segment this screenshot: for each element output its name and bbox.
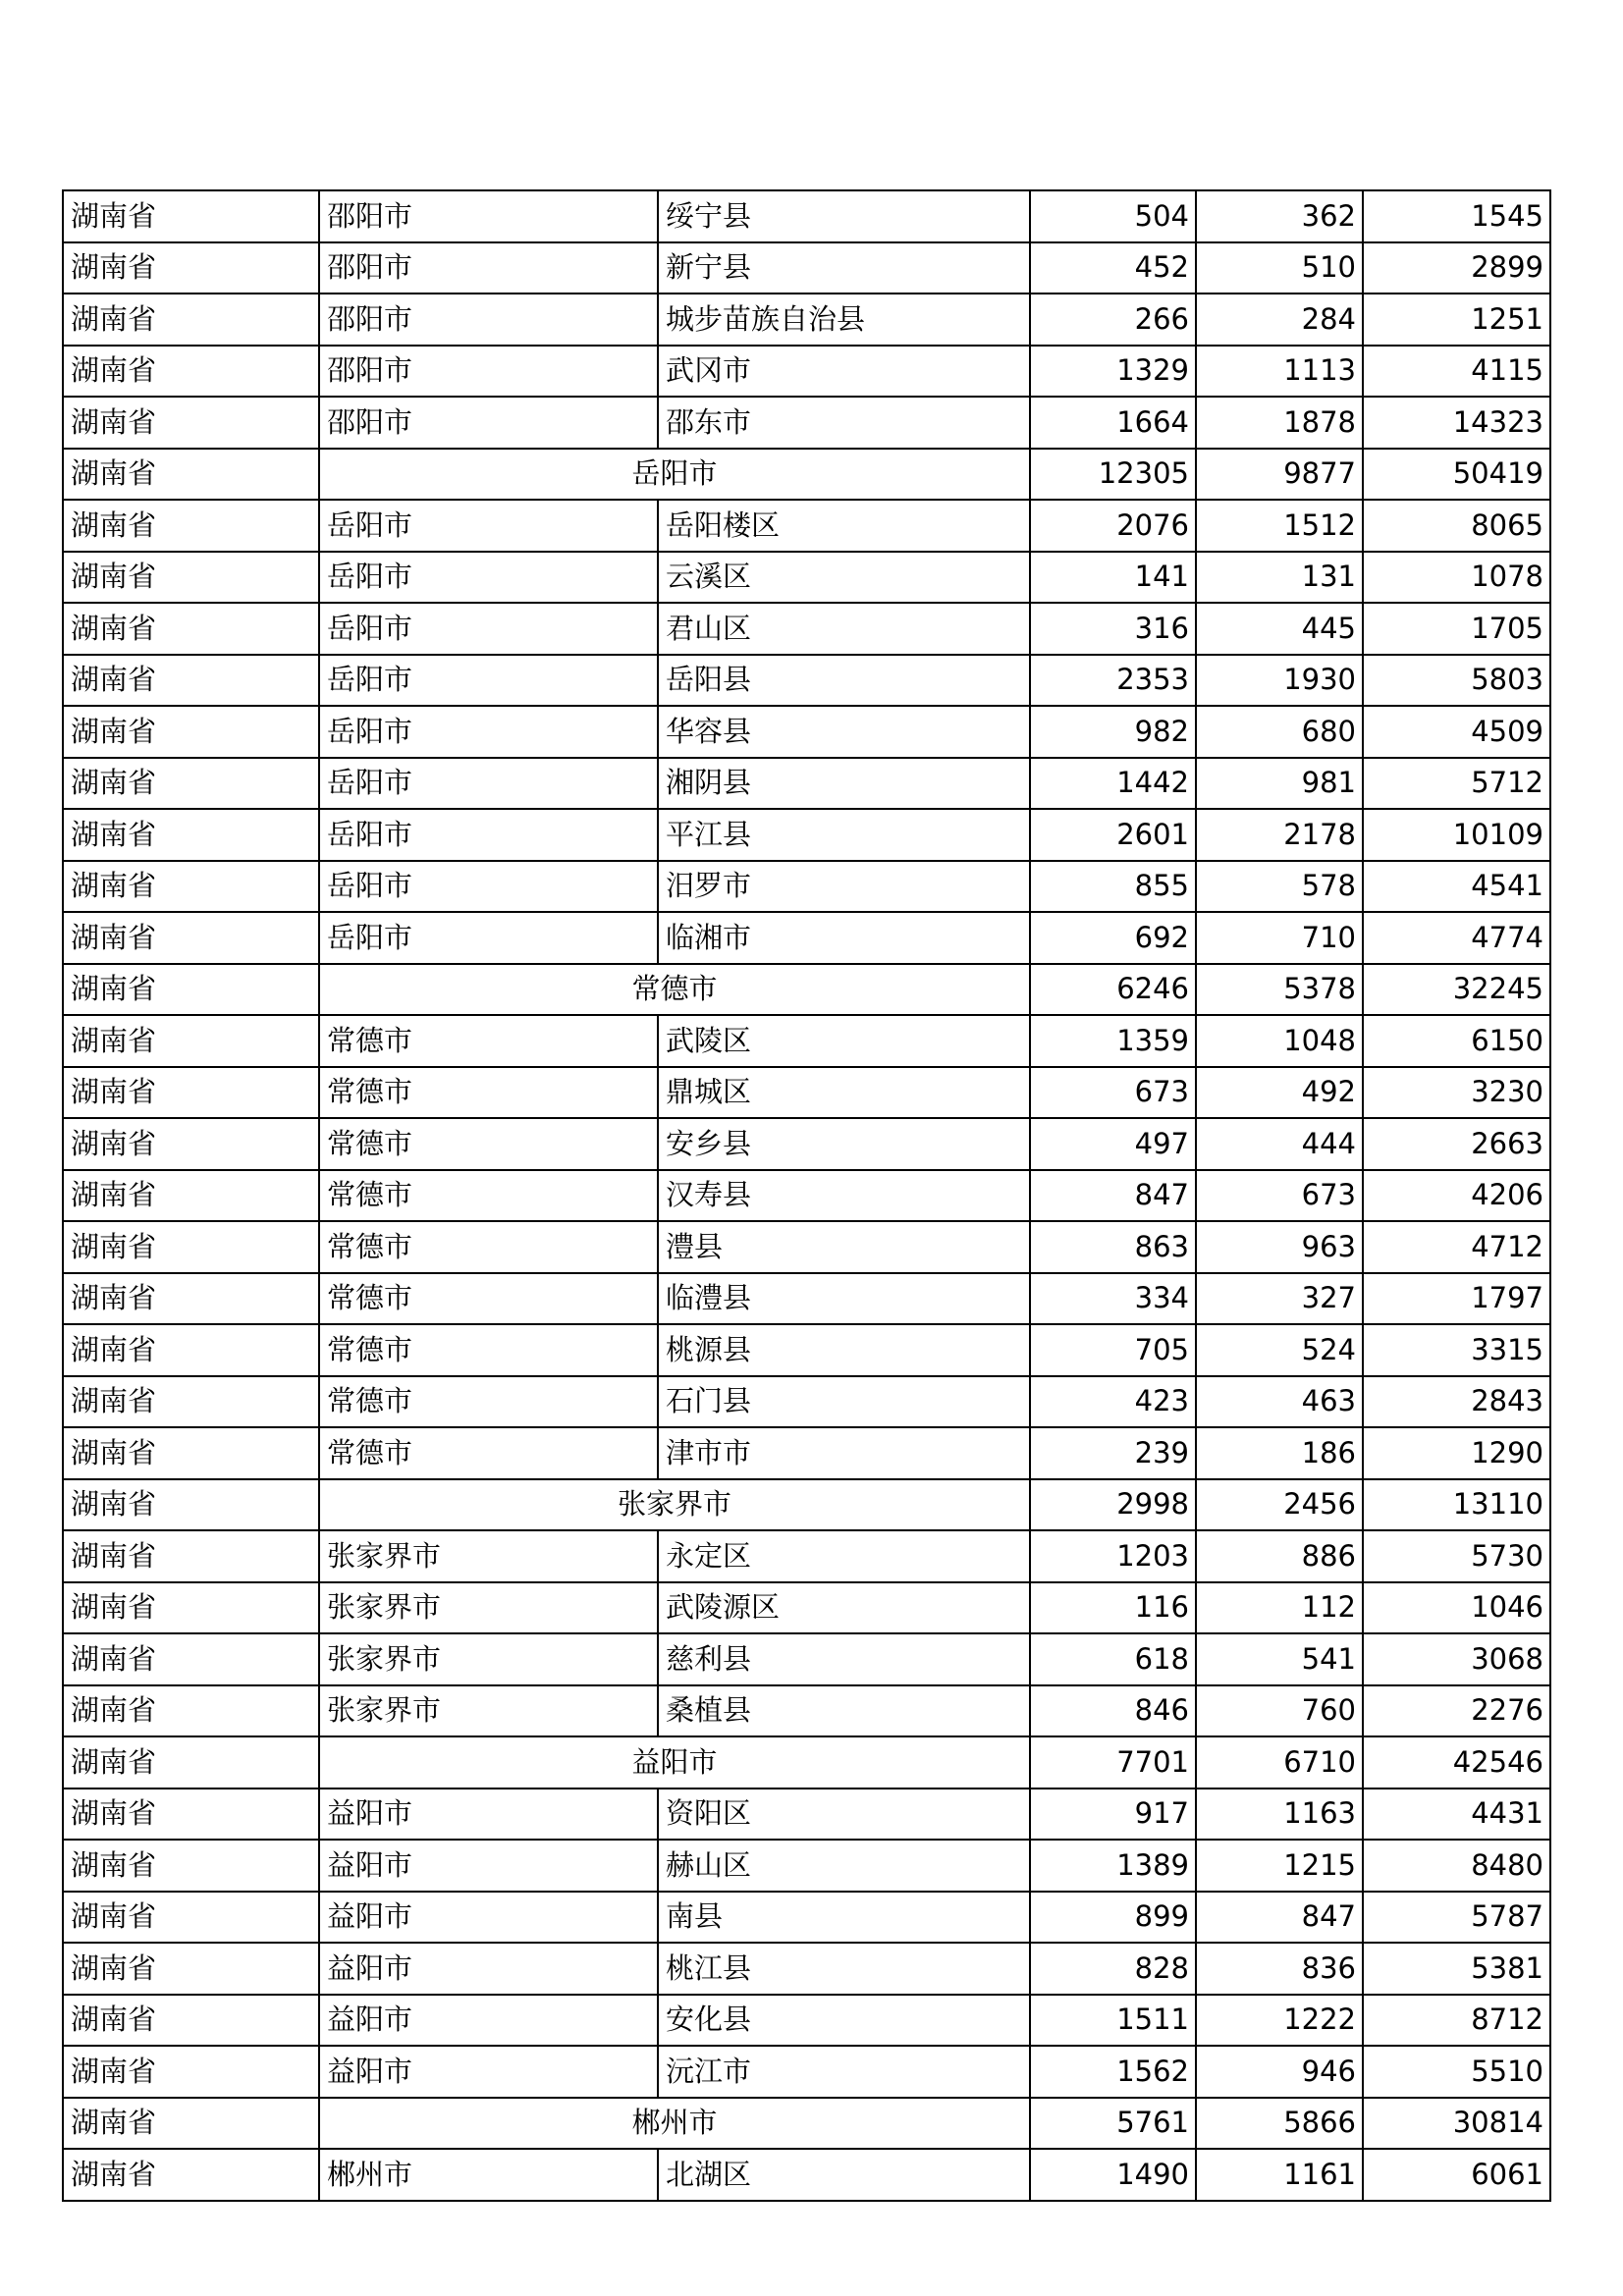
value-cell-1: 1329 <box>1030 346 1196 398</box>
value-cell-2: 946 <box>1196 2046 1363 2098</box>
value-cell-2: 578 <box>1196 861 1363 913</box>
province-cell: 湖南省 <box>63 1840 319 1892</box>
value-cell-3: 10109 <box>1363 809 1550 861</box>
value-cell-1: 452 <box>1030 242 1196 294</box>
district-cell: 安乡县 <box>658 1118 1030 1170</box>
province-cell: 湖南省 <box>63 1273 319 1325</box>
value-cell-3: 5787 <box>1363 1892 1550 1944</box>
value-cell-2: 9877 <box>1196 449 1363 501</box>
district-cell: 临澧县 <box>658 1273 1030 1325</box>
province-cell: 湖南省 <box>63 2046 319 2098</box>
district-cell: 南县 <box>658 1892 1030 1944</box>
value-cell-3: 4509 <box>1363 706 1550 758</box>
value-cell-2: 1878 <box>1196 397 1363 449</box>
district-cell: 桃源县 <box>658 1324 1030 1376</box>
table-row <box>63 758 1550 810</box>
value-cell-3: 1545 <box>1363 190 1550 242</box>
value-cell-3: 6061 <box>1363 2149 1550 2201</box>
value-cell-1: 1389 <box>1030 1840 1196 1892</box>
value-cell-1: 2601 <box>1030 809 1196 861</box>
value-cell-2: 445 <box>1196 603 1363 655</box>
value-cell-2: 463 <box>1196 1376 1363 1428</box>
value-cell-1: 316 <box>1030 603 1196 655</box>
city-cell: 张家界市 <box>319 1530 658 1582</box>
table-row <box>63 2149 1550 2201</box>
city-cell: 岳阳市 <box>319 500 658 552</box>
table-row <box>63 706 1550 758</box>
value-cell-2: 510 <box>1196 242 1363 294</box>
table-row <box>63 655 1550 707</box>
city-total-row <box>63 1479 1550 1531</box>
value-cell-1: 334 <box>1030 1273 1196 1325</box>
value-cell-1: 1490 <box>1030 2149 1196 2201</box>
province-cell: 湖南省 <box>63 1582 319 1634</box>
province-cell: 湖南省 <box>63 449 319 501</box>
district-cell: 华容县 <box>658 706 1030 758</box>
city-cell: 岳阳市 <box>319 706 658 758</box>
city-cell: 常德市 <box>319 1376 658 1428</box>
district-cell: 慈利县 <box>658 1633 1030 1685</box>
district-cell: 绥宁县 <box>658 190 1030 242</box>
value-cell-3: 3230 <box>1363 1067 1550 1119</box>
value-cell-3: 5510 <box>1363 2046 1550 2098</box>
city-cell: 张家界市 <box>319 1582 658 1634</box>
district-cell: 城步苗族自治县 <box>658 294 1030 346</box>
table-row <box>63 294 1550 346</box>
city-cell: 岳阳市 <box>319 552 658 604</box>
province-cell: 湖南省 <box>63 1067 319 1119</box>
province-cell: 湖南省 <box>63 861 319 913</box>
city-total-cell: 张家界市 <box>319 1479 1030 1531</box>
province-cell: 湖南省 <box>63 552 319 604</box>
value-cell-3: 5803 <box>1363 655 1550 707</box>
province-cell: 湖南省 <box>63 2098 319 2150</box>
value-cell-2: 541 <box>1196 1633 1363 1685</box>
value-cell-3: 1046 <box>1363 1582 1550 1634</box>
table-row <box>63 1943 1550 1995</box>
province-cell: 湖南省 <box>63 397 319 449</box>
value-cell-1: 618 <box>1030 1633 1196 1685</box>
table-row <box>63 242 1550 294</box>
province-cell: 湖南省 <box>63 1633 319 1685</box>
province-cell: 湖南省 <box>63 294 319 346</box>
province-cell: 湖南省 <box>63 1789 319 1841</box>
city-cell: 常德市 <box>319 1273 658 1325</box>
value-cell-1: 899 <box>1030 1892 1196 1944</box>
city-cell: 邵阳市 <box>319 346 658 398</box>
value-cell-1: 1203 <box>1030 1530 1196 1582</box>
province-cell: 湖南省 <box>63 2149 319 2201</box>
district-cell: 安化县 <box>658 1995 1030 2047</box>
district-cell: 云溪区 <box>658 552 1030 604</box>
value-cell-3: 8065 <box>1363 500 1550 552</box>
value-cell-3: 1251 <box>1363 294 1550 346</box>
value-cell-3: 5730 <box>1363 1530 1550 1582</box>
province-cell: 湖南省 <box>63 190 319 242</box>
value-cell-2: 1215 <box>1196 1840 1363 1892</box>
value-cell-1: 2998 <box>1030 1479 1196 1531</box>
value-cell-3: 4541 <box>1363 861 1550 913</box>
city-total-row <box>63 2098 1550 2150</box>
value-cell-1: 1664 <box>1030 397 1196 449</box>
city-cell: 常德市 <box>319 1427 658 1479</box>
district-cell: 新宁县 <box>658 242 1030 294</box>
city-cell: 岳阳市 <box>319 809 658 861</box>
district-cell: 澧县 <box>658 1221 1030 1273</box>
city-total-row <box>63 964 1550 1016</box>
province-cell: 湖南省 <box>63 242 319 294</box>
value-cell-3: 1797 <box>1363 1273 1550 1325</box>
value-cell-3: 5712 <box>1363 758 1550 810</box>
city-cell: 邵阳市 <box>319 397 658 449</box>
district-cell: 汉寿县 <box>658 1170 1030 1222</box>
city-total-row <box>63 449 1550 501</box>
city-cell: 邵阳市 <box>319 242 658 294</box>
value-cell-2: 673 <box>1196 1170 1363 1222</box>
value-cell-3: 8480 <box>1363 1840 1550 1892</box>
value-cell-1: 141 <box>1030 552 1196 604</box>
value-cell-2: 963 <box>1196 1221 1363 1273</box>
city-cell: 益阳市 <box>319 1943 658 1995</box>
city-cell: 益阳市 <box>319 1995 658 2047</box>
district-cell: 永定区 <box>658 1530 1030 1582</box>
value-cell-3: 13110 <box>1363 1479 1550 1531</box>
province-cell: 湖南省 <box>63 964 319 1016</box>
district-cell: 津市市 <box>658 1427 1030 1479</box>
district-cell: 武冈市 <box>658 346 1030 398</box>
province-cell: 湖南省 <box>63 1530 319 1582</box>
value-cell-3: 8712 <box>1363 1995 1550 2047</box>
district-cell: 桃江县 <box>658 1943 1030 1995</box>
value-cell-3: 2276 <box>1363 1685 1550 1737</box>
value-cell-1: 423 <box>1030 1376 1196 1428</box>
province-cell: 湖南省 <box>63 655 319 707</box>
value-cell-1: 846 <box>1030 1685 1196 1737</box>
city-cell: 常德市 <box>319 1170 658 1222</box>
value-cell-1: 7701 <box>1030 1736 1196 1789</box>
table-row <box>63 1685 1550 1737</box>
province-cell: 湖南省 <box>63 1221 319 1273</box>
city-cell: 岳阳市 <box>319 912 658 964</box>
province-cell: 湖南省 <box>63 1943 319 1995</box>
value-cell-1: 692 <box>1030 912 1196 964</box>
city-total-cell: 岳阳市 <box>319 449 1030 501</box>
value-cell-2: 186 <box>1196 1427 1363 1479</box>
value-cell-3: 50419 <box>1363 449 1550 501</box>
value-cell-1: 2353 <box>1030 655 1196 707</box>
value-cell-1: 1359 <box>1030 1015 1196 1067</box>
table-row <box>63 552 1550 604</box>
value-cell-3: 32245 <box>1363 964 1550 1016</box>
table-row <box>63 1118 1550 1170</box>
province-cell: 湖南省 <box>63 809 319 861</box>
value-cell-3: 3315 <box>1363 1324 1550 1376</box>
table-row <box>63 1633 1550 1685</box>
province-cell: 湖南省 <box>63 1995 319 2047</box>
city-cell: 郴州市 <box>319 2149 658 2201</box>
value-cell-3: 4206 <box>1363 1170 1550 1222</box>
table-row <box>63 1892 1550 1944</box>
table-row <box>63 397 1550 449</box>
value-cell-2: 131 <box>1196 552 1363 604</box>
value-cell-3: 4431 <box>1363 1789 1550 1841</box>
value-cell-1: 705 <box>1030 1324 1196 1376</box>
city-cell: 岳阳市 <box>319 861 658 913</box>
table-row <box>63 1221 1550 1273</box>
value-cell-3: 1290 <box>1363 1427 1550 1479</box>
value-cell-1: 828 <box>1030 1943 1196 1995</box>
value-cell-1: 497 <box>1030 1118 1196 1170</box>
value-cell-1: 982 <box>1030 706 1196 758</box>
value-cell-2: 524 <box>1196 1324 1363 1376</box>
district-cell: 汨罗市 <box>658 861 1030 913</box>
value-cell-3: 2899 <box>1363 242 1550 294</box>
district-cell: 北湖区 <box>658 2149 1030 2201</box>
table-row <box>63 861 1550 913</box>
value-cell-3: 2663 <box>1363 1118 1550 1170</box>
city-cell: 益阳市 <box>319 1789 658 1841</box>
district-cell: 平江县 <box>658 809 1030 861</box>
district-cell: 赫山区 <box>658 1840 1030 1892</box>
city-cell: 常德市 <box>319 1015 658 1067</box>
value-cell-1: 5761 <box>1030 2098 1196 2150</box>
value-cell-2: 1048 <box>1196 1015 1363 1067</box>
table-row <box>63 912 1550 964</box>
district-cell: 桑植县 <box>658 1685 1030 1737</box>
value-cell-2: 760 <box>1196 1685 1363 1737</box>
value-cell-2: 847 <box>1196 1892 1363 1944</box>
table-row <box>63 1170 1550 1222</box>
value-cell-1: 12305 <box>1030 449 1196 501</box>
value-cell-2: 444 <box>1196 1118 1363 1170</box>
value-cell-2: 981 <box>1196 758 1363 810</box>
city-cell: 常德市 <box>319 1324 658 1376</box>
city-cell: 邵阳市 <box>319 294 658 346</box>
value-cell-1: 917 <box>1030 1789 1196 1841</box>
value-cell-3: 4712 <box>1363 1221 1550 1273</box>
value-cell-3: 3068 <box>1363 1633 1550 1685</box>
province-cell: 湖南省 <box>63 1376 319 1428</box>
province-cell: 湖南省 <box>63 1736 319 1789</box>
city-total-cell: 郴州市 <box>319 2098 1030 2150</box>
city-cell: 益阳市 <box>319 2046 658 2098</box>
value-cell-2: 836 <box>1196 1943 1363 1995</box>
value-cell-1: 116 <box>1030 1582 1196 1634</box>
value-cell-1: 855 <box>1030 861 1196 913</box>
value-cell-2: 5378 <box>1196 964 1363 1016</box>
value-cell-1: 847 <box>1030 1170 1196 1222</box>
value-cell-3: 1705 <box>1363 603 1550 655</box>
value-cell-3: 14323 <box>1363 397 1550 449</box>
value-cell-2: 1930 <box>1196 655 1363 707</box>
district-cell: 湘阴县 <box>658 758 1030 810</box>
value-cell-1: 1442 <box>1030 758 1196 810</box>
value-cell-2: 5866 <box>1196 2098 1363 2150</box>
city-cell: 邵阳市 <box>319 190 658 242</box>
table-row <box>63 1840 1550 1892</box>
province-cell: 湖南省 <box>63 1479 319 1531</box>
value-cell-3: 4774 <box>1363 912 1550 964</box>
district-cell: 岳阳楼区 <box>658 500 1030 552</box>
table-row <box>63 1015 1550 1067</box>
table-row <box>63 1530 1550 1582</box>
table-row <box>63 603 1550 655</box>
district-cell: 石门县 <box>658 1376 1030 1428</box>
value-cell-3: 42546 <box>1363 1736 1550 1789</box>
value-cell-1: 2076 <box>1030 500 1196 552</box>
value-cell-1: 673 <box>1030 1067 1196 1119</box>
city-cell: 常德市 <box>319 1067 658 1119</box>
table-body <box>63 190 1550 2201</box>
province-cell: 湖南省 <box>63 500 319 552</box>
district-cell: 武陵区 <box>658 1015 1030 1067</box>
value-cell-3: 4115 <box>1363 346 1550 398</box>
city-cell: 常德市 <box>319 1118 658 1170</box>
table-row <box>63 809 1550 861</box>
value-cell-3: 6150 <box>1363 1015 1550 1067</box>
value-cell-3: 5381 <box>1363 1943 1550 1995</box>
table-row <box>63 190 1550 242</box>
value-cell-1: 1562 <box>1030 2046 1196 2098</box>
table-row <box>63 1789 1550 1841</box>
table-row <box>63 500 1550 552</box>
table-row <box>63 1067 1550 1119</box>
city-total-cell: 常德市 <box>319 964 1030 1016</box>
province-cell: 湖南省 <box>63 1170 319 1222</box>
province-cell: 湖南省 <box>63 706 319 758</box>
table-row <box>63 1427 1550 1479</box>
district-cell: 君山区 <box>658 603 1030 655</box>
province-cell: 湖南省 <box>63 346 319 398</box>
city-cell: 张家界市 <box>319 1633 658 1685</box>
city-cell: 益阳市 <box>319 1892 658 1944</box>
city-total-row <box>63 1736 1550 1789</box>
table-row <box>63 1376 1550 1428</box>
value-cell-1: 504 <box>1030 190 1196 242</box>
value-cell-2: 2178 <box>1196 809 1363 861</box>
city-cell: 岳阳市 <box>319 603 658 655</box>
district-cell: 资阳区 <box>658 1789 1030 1841</box>
province-cell: 湖南省 <box>63 1685 319 1737</box>
value-cell-1: 266 <box>1030 294 1196 346</box>
province-cell: 湖南省 <box>63 603 319 655</box>
value-cell-2: 492 <box>1196 1067 1363 1119</box>
value-cell-1: 6246 <box>1030 964 1196 1016</box>
city-cell: 益阳市 <box>319 1840 658 1892</box>
value-cell-2: 6710 <box>1196 1736 1363 1789</box>
value-cell-2: 1113 <box>1196 346 1363 398</box>
table-row <box>63 1995 1550 2047</box>
value-cell-2: 886 <box>1196 1530 1363 1582</box>
city-cell: 张家界市 <box>319 1685 658 1737</box>
district-cell: 沅江市 <box>658 2046 1030 2098</box>
province-cell: 湖南省 <box>63 1892 319 1944</box>
value-cell-2: 1512 <box>1196 500 1363 552</box>
value-cell-2: 1161 <box>1196 2149 1363 2201</box>
data-table <box>62 189 1551 2202</box>
value-cell-2: 327 <box>1196 1273 1363 1325</box>
province-cell: 湖南省 <box>63 1015 319 1067</box>
table-row <box>63 1582 1550 1634</box>
value-cell-3: 30814 <box>1363 2098 1550 2150</box>
province-cell: 湖南省 <box>63 1324 319 1376</box>
value-cell-3: 1078 <box>1363 552 1550 604</box>
district-cell: 岳阳县 <box>658 655 1030 707</box>
value-cell-1: 863 <box>1030 1221 1196 1273</box>
value-cell-2: 1163 <box>1196 1789 1363 1841</box>
city-cell: 岳阳市 <box>319 758 658 810</box>
city-cell: 常德市 <box>319 1221 658 1273</box>
table-row <box>63 2046 1550 2098</box>
value-cell-2: 680 <box>1196 706 1363 758</box>
value-cell-2: 284 <box>1196 294 1363 346</box>
table-row <box>63 346 1550 398</box>
value-cell-2: 1222 <box>1196 1995 1363 2047</box>
province-cell: 湖南省 <box>63 1427 319 1479</box>
province-cell: 湖南省 <box>63 912 319 964</box>
value-cell-2: 362 <box>1196 190 1363 242</box>
table-row <box>63 1273 1550 1325</box>
district-cell: 临湘市 <box>658 912 1030 964</box>
province-cell: 湖南省 <box>63 1118 319 1170</box>
city-total-cell: 益阳市 <box>319 1736 1030 1789</box>
city-cell: 岳阳市 <box>319 655 658 707</box>
province-cell: 湖南省 <box>63 758 319 810</box>
value-cell-1: 1511 <box>1030 1995 1196 2047</box>
district-cell: 武陵源区 <box>658 1582 1030 1634</box>
value-cell-1: 239 <box>1030 1427 1196 1479</box>
district-cell: 鼎城区 <box>658 1067 1030 1119</box>
value-cell-2: 112 <box>1196 1582 1363 1634</box>
district-cell: 邵东市 <box>658 397 1030 449</box>
table-row <box>63 1324 1550 1376</box>
value-cell-3: 2843 <box>1363 1376 1550 1428</box>
value-cell-2: 710 <box>1196 912 1363 964</box>
value-cell-2: 2456 <box>1196 1479 1363 1531</box>
